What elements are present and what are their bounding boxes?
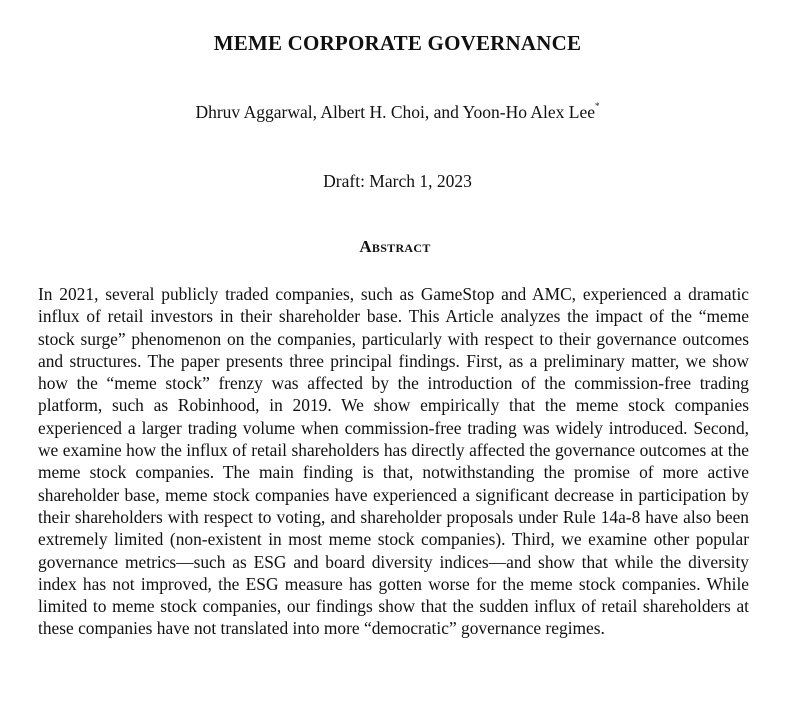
author-names: Dhruv Aggarwal, Albert H. Choi, and Yoon-Ho Alex Lee xyxy=(195,102,596,122)
abstract-heading: Abstract xyxy=(359,237,431,256)
abstract-text: In 2021, several publicly traded companies, such as GameStop and AMC, experienced a dramatic influx of retail investors in their shareholder base. This Article analyzes the impact of the “meme stock surge” phenomenon on the companies, particularly with respect to their governance outcomes and structures. The paper presents three principal findings. First, as a preliminary matter, we show how the “meme stock” frenzy was affected by the introduction of the commission-free trading platform, such as Robinhood, in 2019. We show empirically that the meme stock companies experienced a larger trading volume when commission-free trading was widely introduced. Second, we examine how the influx of retail shareholders has directly affected the governance outcomes at the meme stock companies. The main finding is that, notwithstanding the promise of more active shareholder base, meme stock companies have experienced a significant decrease in participation by their shareholders with respect to voting, and shareholder proposals under Rule 14a-8 have also been extremely limited (non-existent in most meme stock companies). Third, we examine other popular governance metrics—such as ESG and board diversity indices—and show that while the diversity index has not improved, the ESG measure has gotten worse for the meme stock companies. While limited to meme stock companies, our findings show that the sudden influx of retail shareholders at these companies have not translated into more “democratic” governance regimes. xyxy=(38,284,749,639)
author-line xyxy=(0,102,795,123)
draft-date: Draft: March 1, 2023 xyxy=(323,171,472,191)
paper-title: MEME CORPORATE GOVERNANCE xyxy=(213,31,582,55)
author-footnote-mark: * xyxy=(595,101,600,112)
